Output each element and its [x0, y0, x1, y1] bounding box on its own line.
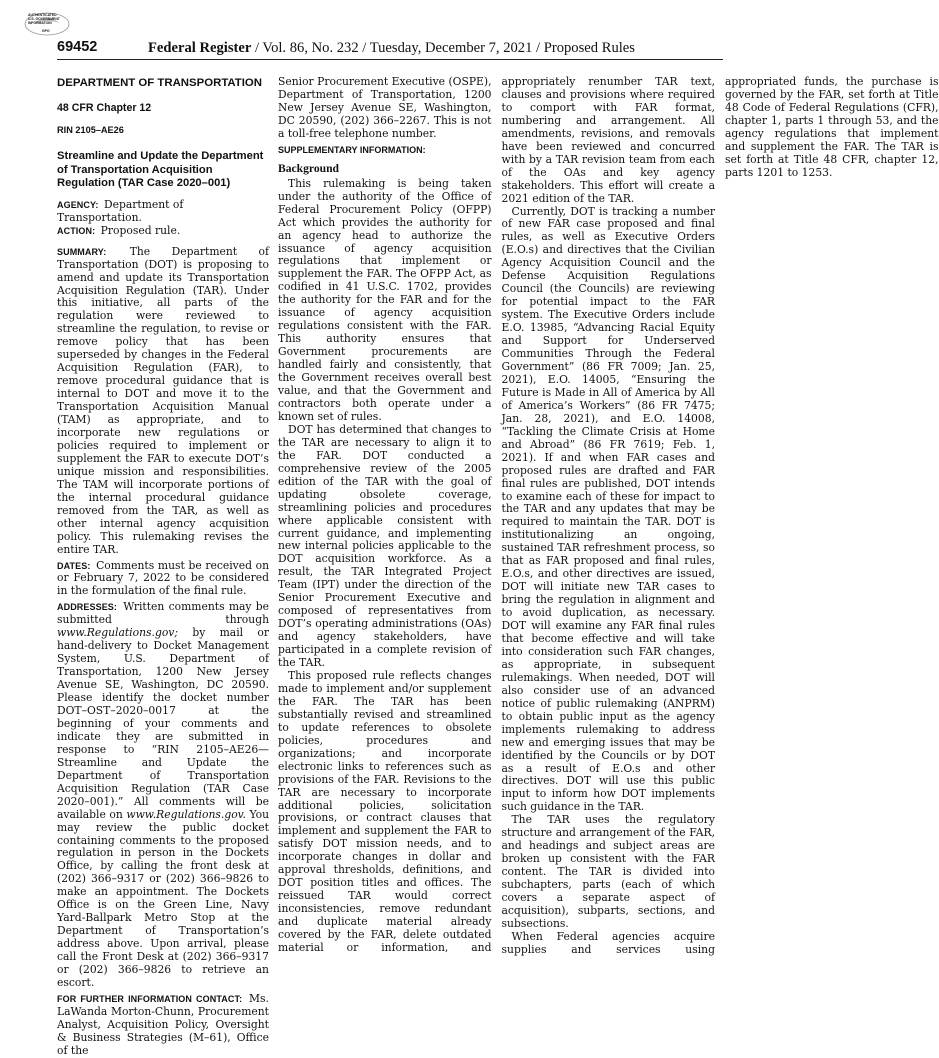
background-paragraph-3: This proposed rule reflects changes made to implement and/or supplement the FAR. The TAR has been substantially revised and streamlined to update references to obsolete policies, procedures and organizations; and incorporate electronic links to references such as provisions of the FAR. Revisions to the TAR are necessary to incorporate additional policies, solicitation provisions, or contract clauses that implement and supplement the FAR to satisfy DOT mission needs, and to incorporate changes in dollar and approval thresholds, definitions, and DOT position titles and offices. The reissued TAR would correct inconsistencies, remove redundant and duplicate material already covered by the FAR, delete outdated material or information, and appropriately renumber TAR text, clauses and provisions where required to comport with FAR format, numbering and arrangement. All amendments, revisions, and removals have been reviewed and concurred with by a TAR revision team from each of the OAs and key agency stakeholders. This effort will create a 2021 edition of the TAR. — [278, 75, 715, 954]
contact-label: FOR FURTHER INFORMATION CONTACT: — [57, 993, 243, 1004]
column-1 — [57, 76, 269, 1058]
dates-paragraph — [57, 560, 269, 599]
running-head-details: / Vol. 86, No. 232 / Tuesday, December 7, 2021 / Proposed Rules — [251, 40, 635, 56]
addresses-paragraph — [57, 601, 269, 990]
agency-label: AGENCY: — [57, 199, 99, 210]
department-heading: DEPARTMENT OF TRANSPORTATION — [57, 77, 263, 89]
background-paragraph-4: Currently, DOT is tracking a number of new FAR case proposed and final rules, as well as Executive Orders (E.O.s) and directives that the Civilian Agency Acquisition Council and the Defense Acquisition Regulations Council (the Councils) are reviewing for potential impact to the FAR system. The Executive Orders include E.O. 13985, “Advancing Racial Equity and Support for Underserved Communities Through the Federal Government” (86 FR 7009; Jan. 25, 2021), E.O. 14005, “Ensuring the Future is Made in All of America by All of America’s Workers” (86 FR 7475; Jan. 28, 2021), and E.O. 14008, “Tackling the Climate Crisis at Home and Abroad” (86 FR 7619; Feb. 1, 2021). If and when FAR cases and proposed rules are drafted and FAR final rules are published, DOT intends to examine each of these for impact to the TAR and any updates that may be required to maintain the TAR. DOT is institutionalizing an ongoing, sustained TAR refreshment process, so that as FAR proposed and final rules, E.O.s, and other directives are issued, DOT will initiate new TAR cases to bring the regulation in alignment and to avoid duplication, as necessary. DOT will examine any FAR final rules that become effective and will take into consideration such FAR changes, as appropriate, in subsequent rulemakings. When needed, DOT will also consider use of an advanced notice of public rulemaking (ANPRM) to obtain public input as the agency implements rulemaking to address new and emerging issues that may be identified by the Councils or by DOT as a result of E.O.s and other directives. DOT will use this public input to inform how DOT implements such guidance in the TAR. — [501, 204, 715, 814]
contact-continuation — [278, 76, 492, 141]
header-rule — [57, 59, 723, 60]
agency-text: Department of Transportation. — [57, 197, 184, 224]
contact-paragraph — [57, 993, 269, 1058]
background-paragraph-5: The TAR uses the regulatory structure and arrangement of the FAR, and headings and subject areas are broken up consistent with the FAR content. The TAR is divided into subchapters, parts (each of which covers a separate aspect of acquisition), subparts, sections, and subsections. — [501, 813, 715, 930]
cfr-chapter: 48 CFR Chapter 12 — [57, 102, 152, 114]
logo-text-1: AUTHENTICATED — [28, 13, 57, 17]
contact-text-continued: Senior Procurement Executive (OSPE), Department of Transportation, 1200 New Jersey Avenue SE, Washington, DC 20590, (202) 366–2267. This is not a toll-free telephone number. — [278, 75, 492, 140]
background-paragraph-2: DOT has determined that changes to the TAR are necessary to align it to the FAR. DOT conducted a comprehensive review of the 2005 edition of the TAR with the goal of updating obsolete coverage, streamlining policies and procedures where applicable consistent with current guidance, and implementing new internal policies applicable to the DOT acquisition workforce. As a result, the TAR Integrated Project Team (IPT) under the direction of the Senior Procurement Executive and composed of representatives from DOT’s operating administrations (OAs) and agency stakeholders, have participated in a complete revision of the TAR. — [278, 422, 492, 670]
logo-text-2: U.S. GOVERNMENT — [28, 17, 60, 21]
addresses-label: ADDRESSES: — [57, 602, 118, 613]
background-paragraph-6: When Federal agencies acquire supplies and services using appropriated funds, the purchase is governed by the FAR, set forth at Title 48 Code of Federal Regulations (CFR), chapter 1, parts 1 through 53, and the agency regulations that implement and supplement the FAR. The TAR is set forth at Title 48 CFR, chapter 12, parts 1201 to 1253. — [501, 75, 939, 956]
regulations-gov-link-1[interactable]: www.Regulations.gov; — [57, 626, 178, 640]
gpo-authenticated-logo — [22, 12, 72, 38]
summary-text: The Department of Transportation (DOT) is proposing to amend and update its Transportation Acquisition Regulation (TAR). Under this initiative, all parts of the regulation were reviewed to streamline the regulation, to revise or remove policy that has been superseded by changes in the Federal Acquisition Regulation (FAR), to remove procedural guidance that is internal to DOT and move it to the Transportation Acquisition Manual (TAM) as appropriate, and to incorporate new regulations or policies required to implement or supplement the FAR to execute DOT’s unique mission and responsibilities. The TAM will incorporate portions of the internal procedural guidance removed from the TAR, as well as other internal agency acquisition policy. This rulemaking revises the entire TAR. — [57, 244, 269, 556]
document-title: Streamline and Update the Department of Transportation Acquisition Regulation (TAR Case 2020–001) — [57, 150, 264, 190]
supplementary-label: SUPPLEMENTARY INFORMATION: — [278, 144, 426, 155]
summary-paragraph — [57, 246, 269, 557]
running-head — [148, 40, 635, 57]
dates-text: Comments must be received on or February 7, 2022 to be considered in the formulation of the final rule. — [57, 558, 269, 598]
body-columns — [278, 75, 939, 960]
action-text: Proposed rule. — [100, 223, 181, 237]
addresses-text-2: by mail or hand-delivery to Docket Management System, U.S. Department of Transportation, 1200 New Jersey Avenue SE, Washington, DC 20590. Please identify the docket number DOT–OST–2020–0017 at the beginning of your comments and indicate they are submitted in response to “RIN 2105–AE26—Streamline and Update the Department of Transportation Acquisition Regulation (TAR Case 2020–001).” All comments will be available on — [57, 626, 269, 821]
background-paragraph-1: This rulemaking is being taken under the authority of the Office of Federal Procurement Policy (OFPP) Act which provides the authority for an agency head to authorize the issuance of agency acquisition regulations that implement or supplement the FAR. The OFPP Act, as codified in 41 U.S.C. 1702, provides the authority for the FAR and for the issuance of agency acquisition regulations consistent with the FAR. This authority ensures that Government procurements are handled fairly and consistently, that the Government receives overall best value, and that the Government and contractors both operate under a known set of rules. — [278, 176, 492, 423]
addresses-text-1: Written comments may be submitted through — [57, 600, 269, 627]
logo-text-3: INFORMATION — [28, 21, 52, 25]
addresses-text-3: You may review the public docket containing comments to the proposed regulation in person in the Dockets Office, by calling the front desk at (202) 366–9317 or (202) 366–9826 to make an appointment. The Dockets Office is on the Green Line, Navy Yard-Ballpark Metro Stop at the Department of Transportation’s address above. Upon arrival, please call the Front Desk at (202) 366–9317 or (202) 366–9826 to retrieve an escort. — [57, 807, 270, 990]
rin-number: RIN 2105–AE26 — [57, 125, 124, 135]
summary-label: SUMMARY: — [57, 246, 107, 257]
running-head-title: Federal Register — [148, 40, 252, 56]
background-heading: Background — [278, 161, 339, 175]
page-number: 69452 — [57, 39, 98, 55]
action-label: ACTION: — [57, 225, 96, 236]
contact-text: Ms. LaWanda Morton-Chunn, Procurement Analyst, Acquisition Policy, Oversight & Business Strategies (M–61), Office of the — [57, 991, 269, 1057]
action-line — [57, 225, 269, 238]
logo-text-4: GPO — [42, 29, 50, 33]
agency-line — [57, 199, 269, 225]
dates-label: DATES: — [57, 560, 91, 571]
regulations-gov-link-2[interactable]: www.Regulations.gov. — [126, 807, 246, 821]
